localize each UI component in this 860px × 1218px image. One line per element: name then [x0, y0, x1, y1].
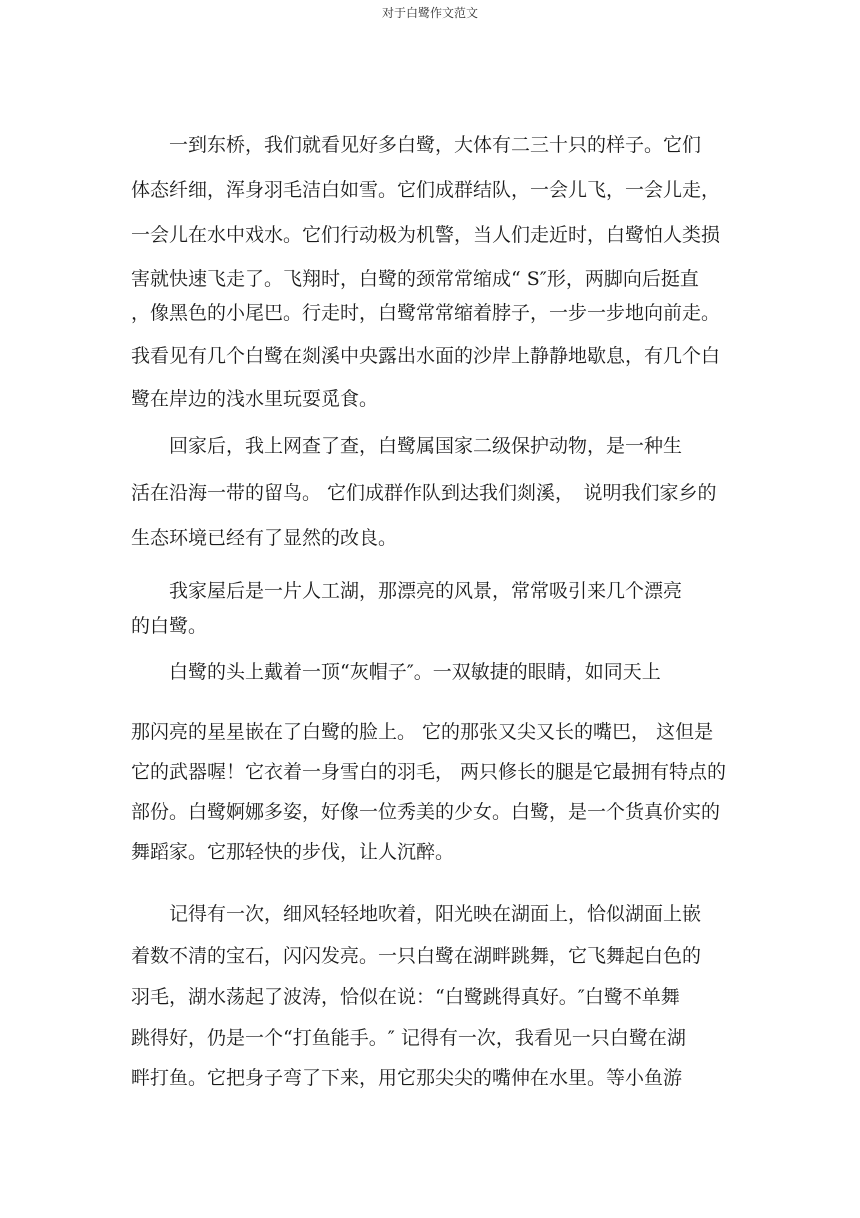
text-line: 一到东桥，我们就看见好多白鹭，大体有二三十只的样子。它们 [131, 134, 702, 156]
text-line: 害就快速飞走了。飞翔时，白鹭的颈常常缩成“ S″形，两脚向后挺直 [131, 268, 699, 290]
text-line: ，像黑色的小尾巴。行走时，白鹭常常缩着脖子，一步一步地向前走。 [131, 302, 721, 324]
text-line: 一会儿在水中戏水。它们行动极为机警，当人们走近时，白鹭怕人类损 [131, 224, 721, 246]
text-line: 体态纤细，浑身羽毛洁白如雪。它们成群结队，一会儿飞，一会儿走， [131, 179, 721, 201]
text-line: 回家后，我上网查了查，白鹭属国家二级保护动物，是一种生 [131, 435, 683, 457]
text-line: 舞蹈家。它那轻快的步伐，让人沉醉。 [131, 841, 455, 863]
text-line: 的白鹭。 [131, 615, 208, 637]
text-line: 部份。白鹭婀娜多姿，好像一位秀美的少女。白鹭，是一个货真价实的 [131, 801, 721, 823]
page-header-title: 对于白鹭作文范文 [381, 6, 478, 20]
text-line: 羽毛，湖水荡起了波涛，恰似在说：“白鹭跳得真好。″白鹭不单舞 [131, 986, 680, 1008]
text-line: 畔打鱼。它把身子弯了下来，用它那尖尖的嘴伸在水里。等小鱼游 [131, 1067, 683, 1089]
text-line: 跳得好，仍是一个“打鱼能手。″ 记得有一次，我看见一只白鹭在湖 [131, 1027, 686, 1049]
text-line: 它的武器喔！它衣着一身雪白的羽毛， 两只修长的腿是它最拥有特点的 [131, 761, 727, 783]
text-line: 我家屋后是一片人工湖，那漂亮的风景，常常吸引来几个漂亮 [131, 580, 683, 602]
text-line: 着数不清的宝石，闪闪发亮。一只白鹭在湖畔跳舞，它飞舞起白色的 [131, 945, 702, 967]
text-line: 生态环境已经有了显然的改良。 [131, 527, 398, 549]
text-line: 记得有一次，细风轻轻地吹着，阳光映在湖面上，恰似湖面上嵌 [131, 903, 702, 925]
text-line: 那闪亮的星星嵌在了白鹭的脸上。 它的那张又尖又长的嘴巴， 这但是 [131, 721, 714, 743]
text-line: 我看见有几个白鹭在剡溪中央露出水面的沙岸上静静地歇息，有几个白 [131, 345, 721, 367]
text-line: 活在沿海一带的留鸟。 它们成群作队到达我们剡溪， 说明我们家乡的 [131, 482, 717, 504]
text-line: 白鹭的头上戴着一顶“灰帽子″。一双敏捷的眼睛，如同天上 [131, 661, 661, 683]
text-line: 鹭在岸边的浅水里玩耍觅食。 [131, 388, 379, 410]
